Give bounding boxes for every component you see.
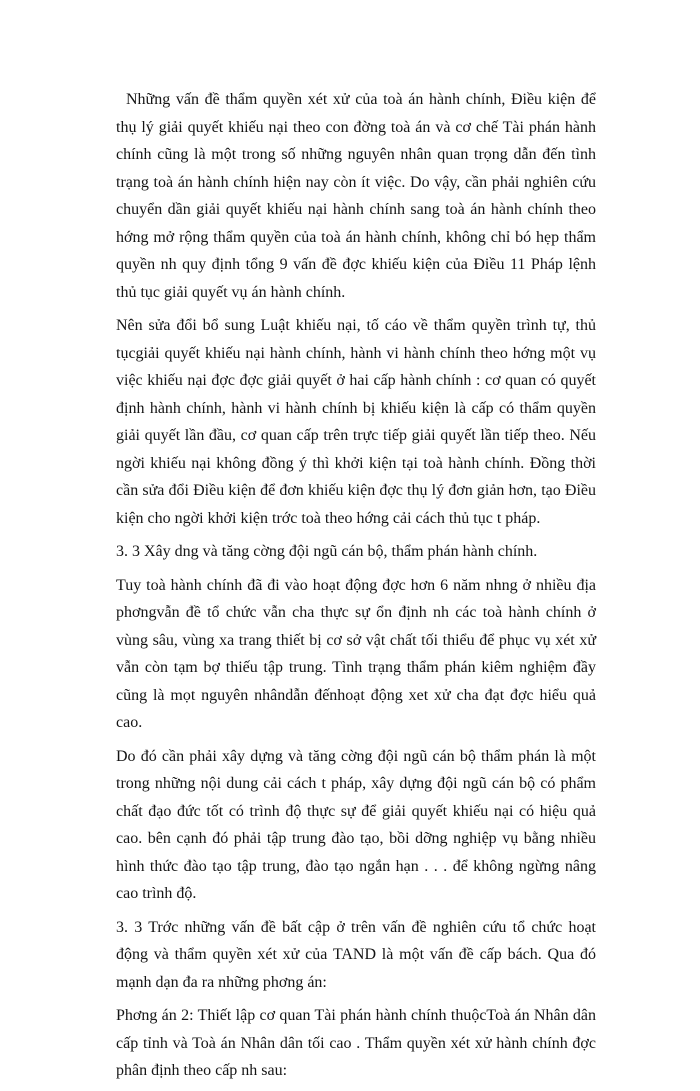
paragraph-judge-training: Do đó cần phải xây dựng và tăng cờng đội ngũ cán bộ thẩm phán là một trong những nội dung cải cách t pháp, xây dựng đội ngũ cán bộ có phẩm chất đạo đức tốt có trình độ thực sự để giải quyết khiếu nại có hiệu quả cao. bên cạnh đó phải tập trung đào tạo, bồi dỡng nghiệp vụ bằng nhiều hình thức đào tạo tập trung, đào tạo ngắn hạn . . . để không ngừng nâng cao trình độ. [116, 747, 596, 902]
paragraph-jurisdiction-issues: Những vấn đề thẩm quyền xét xử của toà án hành chính, Điều kiện để thụ lý giải quyết khiếu nại theo con đờng toà án và cơ chế Tài phán hành chính cũng là một trong số những nguyên nhân quan trọng dẫn đến tình trạng toà án hành chính hiện nay còn ít việc. Do vậy, cần phải nghiên cứu chuyển dần giải quyết khiếu nại hành chính sang toà án hành chính theo hớng mở rộng thẩm quyền của toà án hành chính, không chỉ bó hẹp thẩm quyền nh quy định tổng 9 vấn đề đợc khiếu kiện của Điều 11 Pháp lệnh thủ tục giải quyết vụ án hành chính. [116, 91, 596, 301]
paragraph-court-activity: Tuy toà hành chính đã đi vào hoạt động đợc hơn 6 năm nhng ở nhiều địa phơngvẫn đề tổ chức vẫn cha thực sự ổn định nh các toà hành chính ở vùng sâu, vùng xa trang thiết bị cơ sở vật chất tối thiểu để phục vụ xét xử vẫn còn tạm bợ thiếu tập trung. Tình trạng thẩm phán kiêm nghiệm đầy cũng là mọt nguyên nhândẫn đếnhoạt động xet xử cha đạt đợc hiểu quả cao. [116, 576, 596, 731]
paragraph-option-2: Phơng án 2: Thiết lập cơ quan Tài phán hành chính thuộcToà án Nhân dân cấp tỉnh và Toà án Nhân dân tối cao . Thẩm quyền xét xử hành chính đợc phân định theo cấp nh sau: [116, 1007, 596, 1079]
paragraph-amend-complaint-law: Nên sửa đổi bổ sung Luật khiếu nại, tố cáo về thẩm quyền trình tự, thủ tụcgiải quyết khiếu nại hành chính, hành vi hành chính theo hớng một vụ việc khiếu nại đợc đợc giải quyết ở hai cấp hành chính : cơ quan có quyết định hành chính, hành vi hành chính bị khiếu kiện là cấp có thẩm quyền giải quyết lần đầu, cơ quan cấp trên trực tiếp giải quyết lần tiếp theo. Nếu ngời khiếu nại không đồng ý thì khởi kiện tại toà hành chính. Đồng thời cần sửa đổi Điều kiện để đơn khiếu kiện đợc thụ lý đơn giản hơn, tạo Điều kiện cho ngời khởi kiện trớc toà theo hớng cải cách thủ tục t pháp. [116, 317, 596, 527]
section-heading-staff: 3. 3 Xây dng và tăng cờng đội ngũ cán bộ, thẩm phán hành chính. [116, 543, 538, 560]
document-body [116, 86, 596, 1091]
paragraph-proposals-intro: 3. 3 Trớc những vấn đề bất cập ở trên vấn đề nghiên cứu tổ chức hoạt động và thẩm quyền xét xử của TAND là một vấn đề cấp bách. Qua đó mạnh dạn đa ra những phơng án: [116, 918, 596, 991]
